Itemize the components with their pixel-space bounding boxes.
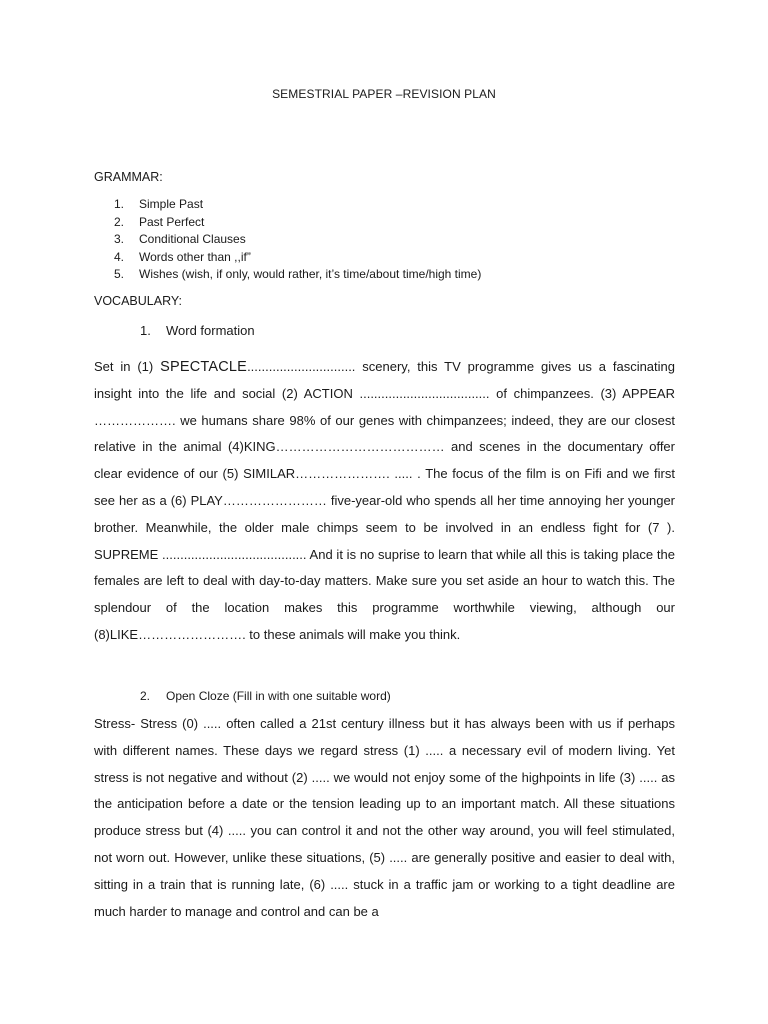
page-title: SEMESTRIAL PAPER –REVISION PLAN — [272, 87, 496, 101]
word-formation-paragraph: Set in (1) SPECTACLE.............................. scenery, this TV programme gives us a fascinating insight into the life and social (2) ACTION .................................... of chimpanzees. (3) APPEAR ………………. we humans share 98% of our genes with chimpanzees; indeed, they are our closest relative in the animal (4)KING………………………………… and scenes in the documentary offer clear evidence of our (5) SIMILAR…………………. ..... . The focus of the film is on Fifi and we first see her as a (6) PLAY…………………… five-year-old who spends all her time annoying her younger brother. Meanwhile, the older male chimps seem to be involved in an endless fight for (7 ). SUPREME ........................................ And it is no suprise to learn that while all this is taking place the females are left to deal with day-to-day matters. Make sure you set aside an hour to watch this. The splendour of the location makes this programme worthwhile viewing, although our (8)LIKE……………………. to these animals will make you think. — [94, 359, 675, 642]
section-heading-open-cloze: 2. Open Cloze (Fill in with one suitable word) — [140, 689, 391, 703]
list-item: 5. Wishes (wish, if only, would rather, it’s time/about time/high time) — [114, 267, 482, 282]
list-item: 3. Conditional Clauses — [114, 232, 246, 247]
grammar-heading: GRAMMAR: — [94, 170, 163, 184]
list-item: 4. Words other than ,,if” — [114, 249, 251, 264]
keyword-spectacle: SPECTACLE — [160, 359, 248, 375]
vocabulary-heading: VOCABULARY: — [94, 294, 183, 308]
open-cloze-paragraph: Stress- Stress (0) ..... often called a 21st century illness but it has always been with us if perhaps with different names. These days we regard stress (1) ..... a necessary evil of modern living. Yet stress is not negative and without (2) ..... we would not enjoy some of the highpoints in life (3) ..... as the anticipation before a date or the tension leading up to an important match. All these situations produce stress but (4) ..... you can control it and not the other way around, you will feel stimulated, not worn out. However, unlike these situations, (5) ..... are generally positive and easier to deal with, sitting in a train that is running late, (6) ..... stuck in a traffic jam or working to a tight deadline are much harder to manage and control and can be a — [94, 716, 675, 919]
list-item: 2. Past Perfect — [114, 214, 205, 229]
list-item: 1. Simple Past — [114, 197, 204, 211]
grammar-list — [114, 196, 481, 284]
section-heading-word-formation: 1. Word formation — [140, 323, 255, 338]
